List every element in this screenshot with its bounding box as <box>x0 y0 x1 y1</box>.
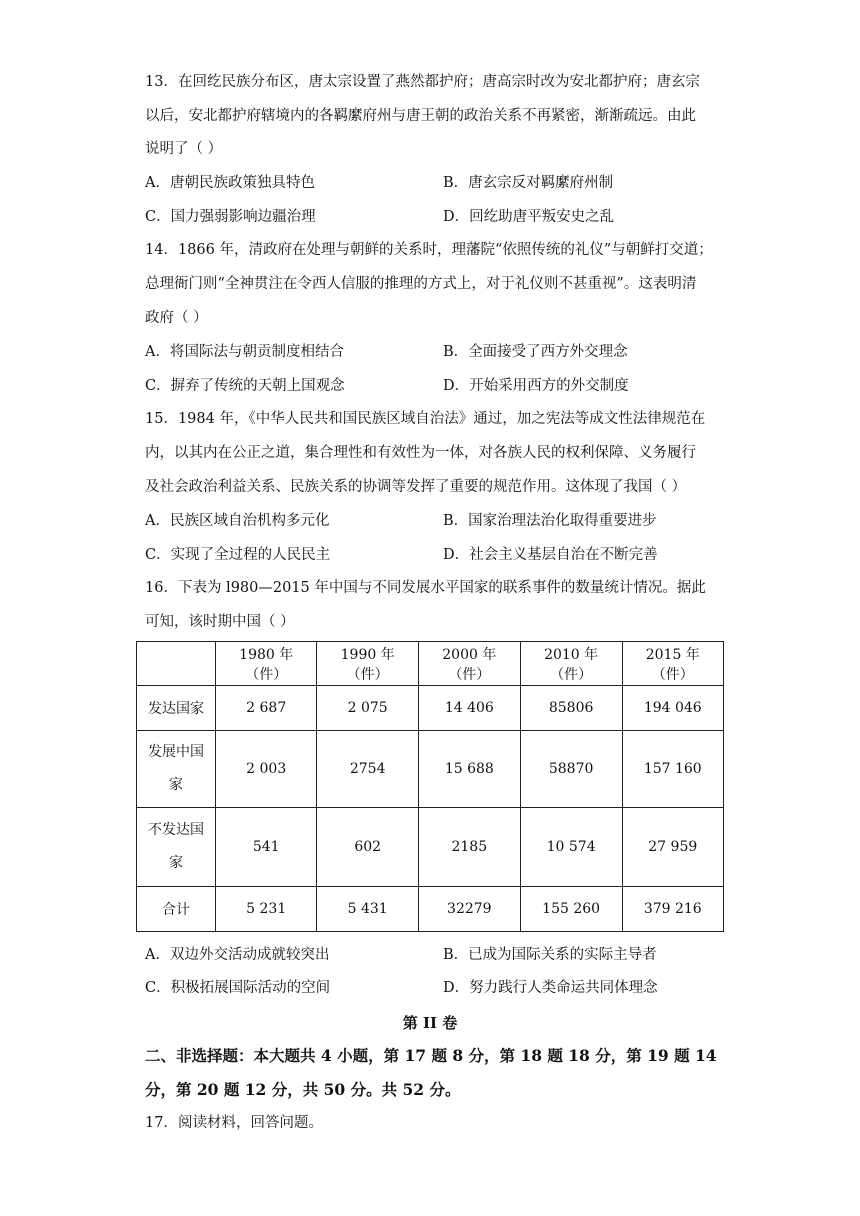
q16-data-table <box>136 641 724 932</box>
table-cell: 58870 <box>520 731 622 808</box>
table-header-1990: 1990 年（件） <box>317 642 418 686</box>
table-cell: 2 075 <box>317 686 418 731</box>
table-cell: 2 003 <box>216 731 317 808</box>
q13-option-b: B．唐玄宗反对羁縻府州制 <box>443 175 614 191</box>
table-cell: 27 959 <box>622 808 723 887</box>
table-header-2000: 2000 年（件） <box>418 642 520 686</box>
q13-stem-line-3: 说明了（ ） <box>145 141 223 157</box>
table-cell: 15 688 <box>418 731 520 808</box>
q17-stem: 17．阅读材料，回答问题。 <box>145 1115 323 1131</box>
table-cell: 155 260 <box>520 887 622 932</box>
q14-stem-line-1: 14．1866 年，清政府在处理与朝鲜的关系时，理藩院“依照传统的礼仪”与朝鲜打交道； <box>145 242 713 258</box>
row-label-least-developed <box>137 808 216 887</box>
row-label-developed: 发达国家 <box>137 686 216 731</box>
q16-stem-line-1: 16．下表为 l980—2015 年中国与不同发展水平国家的联系事件的数量统计情况。据此 <box>145 580 706 596</box>
q16-stem-line-2: 可知，该时期中国（ ） <box>145 614 295 630</box>
table-cell: 10 574 <box>520 808 622 887</box>
q15-option-d: D．社会主义基层自治在不断完善 <box>443 547 658 563</box>
q13-option-a: A．唐朝民族政策独具特色 <box>145 175 315 191</box>
table-header-row <box>137 642 724 686</box>
q15-option-a: A．民族区域自治机构多元化 <box>145 513 330 529</box>
q15-stem-line-2: 内，以其内在公正之道，集合理性和有效性为一体，对各族人民的权利保障、义务履行 <box>145 445 696 461</box>
table-cell: 85806 <box>520 686 622 731</box>
q14-option-d: D．开始采用西方的外交制度 <box>443 378 629 394</box>
table-cell: 541 <box>216 808 317 887</box>
table-header-1980: 1980 年（件） <box>216 642 317 686</box>
q13-option-d: D．回纥助唐平叛安史之乱 <box>443 209 615 225</box>
table-cell: 2185 <box>418 808 520 887</box>
row-label-developing <box>137 731 216 808</box>
row-label-developing-line-1: 发展中国 <box>148 744 204 760</box>
q13-option-c: C．国力强弱影响边疆治理 <box>145 209 316 225</box>
row-label-least-developed-line-2: 家 <box>169 855 183 871</box>
q14-option-b: B．全面接受了西方外交理念 <box>443 344 628 360</box>
part2-instruction-line-2: 分，第 20 题 12 分，共 50 分。共 52 分。 <box>145 1080 461 1099</box>
table-cell: 5 431 <box>317 887 418 932</box>
table-cell: 32279 <box>418 887 520 932</box>
row-label-total: 合计 <box>137 887 216 932</box>
table-header-corner <box>137 642 216 686</box>
table-row <box>137 731 724 808</box>
table-row <box>137 686 724 731</box>
table-cell: 14 406 <box>418 686 520 731</box>
table-header-2010: 2010 年（件） <box>520 642 622 686</box>
q14-stem-line-3: 政府（ ） <box>145 310 208 326</box>
q15-stem-line-1: 15．1984 年，《中华人民共和国民族区域自治法》通过，加之宪法等成文性法律规范在 <box>145 411 706 427</box>
q14-stem-line-2: 总理衙门则“全神贯注在令西人信服的推理的方式上，对于礼仪则不甚重视”。这表明清 <box>145 276 697 292</box>
part2-instruction-line-1: 二、非选择题：本大题共 4 小题，第 17 题 8 分，第 18 题 18 分，第 19 题 14 <box>145 1046 717 1065</box>
table-cell: 5 231 <box>216 887 317 932</box>
q15-stem-line-3: 及社会政治利益关系、民族关系的协调等发挥了重要的规范作用。这体现了我国（ ） <box>145 479 687 495</box>
q15-option-b: B．国家治理法治化取得重要进步 <box>443 513 657 529</box>
q13-stem-line-2: 以后，安北都护府辖境内的各羁縻府州与唐王朝的政治关系不再紧密，渐渐疏远。由此 <box>145 108 696 124</box>
table-cell: 602 <box>317 808 418 887</box>
row-label-least-developed-line-1: 不发达国 <box>148 822 204 838</box>
table-row <box>137 808 724 887</box>
q14-option-a: A．将国际法与朝贡制度相结合 <box>145 344 344 360</box>
table-row <box>137 887 724 932</box>
table-header-2015: 2015 年（件） <box>622 642 723 686</box>
q13-stem-line-1: 13．在回纥民族分布区，唐太宗设置了燕然都护府；唐高宗时改为安北都护府；唐玄宗 <box>145 74 700 90</box>
q16-option-b: B．已成为国际关系的实际主导者 <box>443 947 657 963</box>
part2-title: 第 II 卷 <box>402 1014 458 1032</box>
q16-option-c: C．积极拓展国际活动的空间 <box>145 980 331 996</box>
table-cell: 194 046 <box>622 686 723 731</box>
table-cell: 2 687 <box>216 686 317 731</box>
q16-option-a: A．双边外交活动成就较突出 <box>145 947 330 963</box>
q15-option-c: C．实现了全过程的人民民主 <box>145 547 331 563</box>
q16-option-d: D．努力践行人类命运共同体理念 <box>443 980 658 996</box>
table-cell: 2754 <box>317 731 418 808</box>
table-cell: 379 216 <box>622 887 723 932</box>
table-cell: 157 160 <box>622 731 723 808</box>
q14-option-c: C．摒弃了传统的天朝上国观念 <box>145 378 345 394</box>
row-label-developing-line-2: 家 <box>169 777 183 793</box>
